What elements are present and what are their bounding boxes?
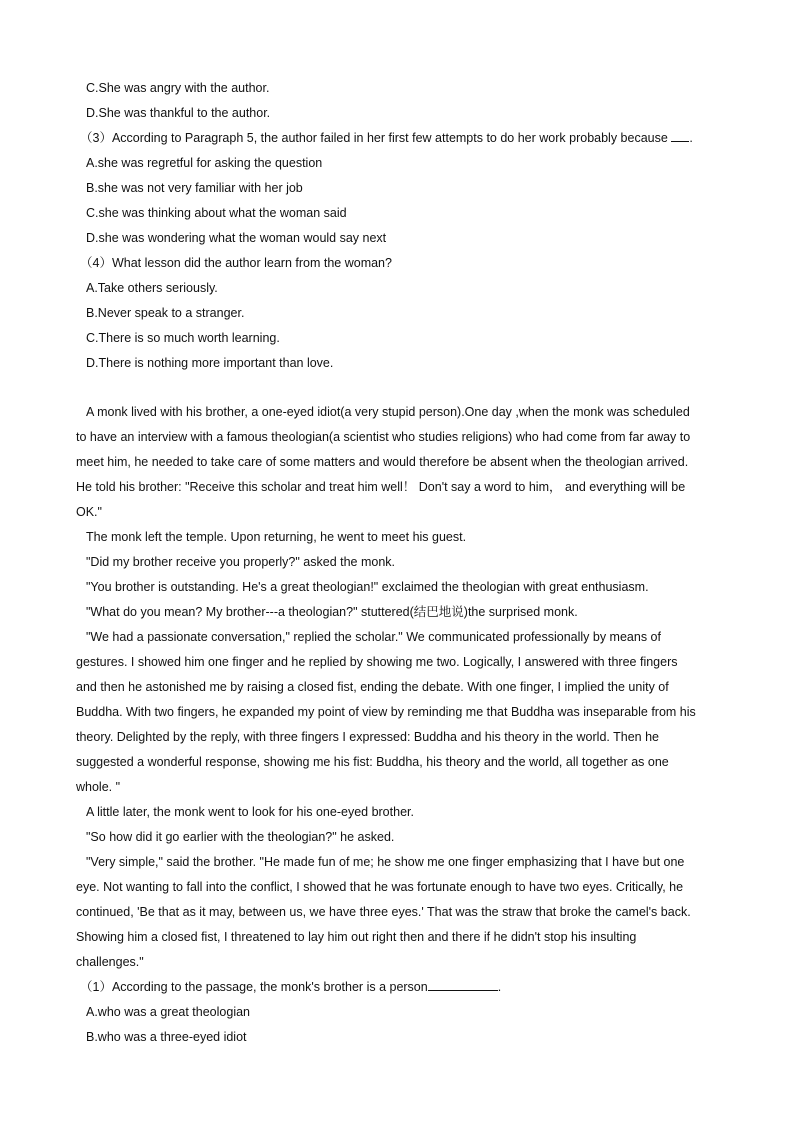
q3-option-b: B.she was not very familiar with her job [86,181,303,195]
q4-prompt: （4）What lesson did the author learn from the woman? [80,256,392,270]
q3-prompt-text: （3）According to Paragraph 5, the author failed in her first few attempts to do her work probably because [80,131,668,145]
q4-option-c: C.There is so much worth learning. [86,331,280,345]
q1-prompt-tail: . [497,980,502,994]
passage-line: A little later, the monk went to look for his one-eyed brother. [86,805,414,819]
passage-line: gestures. I showed him one finger and he replied by showing me two. Logically, I answered with three fingers [76,655,678,669]
passage-line: Buddha. With two fingers, he expanded my point of view by reminding me that Buddha was inseparable from his [76,705,696,719]
passage-line: OK." [76,505,102,519]
passage-line: "What do you mean? My brother---a theologian?" stuttered(结巴地说)the surprised monk. [86,605,578,619]
q4-option-a: A.Take others seriously. [86,281,218,295]
passage-line: "Did my brother receive you properly?" asked the monk. [86,555,396,569]
passage-line: "So how did it go earlier with the theologian?" he asked. [86,830,395,844]
passage-line: to have an interview with a famous theologian(a scientist who studies religions) who had come from far away to [76,430,691,444]
q3-option-d: D.she was wondering what the woman would say next [86,231,387,245]
q3-option-c: C.she was thinking about what the woman said [86,206,347,220]
passage-line: meet him, he needed to take care of some matters and would therefore be absent when the theologian arrived. [76,455,689,469]
q4-option-b: B.Never speak to a stranger. [86,306,245,320]
q2-option-d: D.She was thankful to the author. [86,106,271,120]
passage-line: "We had a passionate conversation," replied the scholar." We communicated professionally by means of [86,630,661,644]
passage-line: He told his brother: "Receive this scholar and treat him well！ Don't say a word to him， and everything will be [76,480,686,494]
q1-prompt [80,975,730,1000]
passage-line: and then he astonished me by raising a closed fist, ending the debate. With one finger, I implied the unity of [76,680,669,694]
passage-line: eye. Not wanting to fall into the conflict, I showed that he was fortunate enough to have two eyes. Critically, he [76,880,684,894]
q3-prompt [80,126,730,151]
passage-line: The monk left the temple. Upon returning, he went to meet his guest. [86,530,467,544]
q3-option-a: A.she was regretful for asking the question [86,156,323,170]
passage-line: A monk lived with his brother, a one-eyed idiot(a very stupid person).One day ,when the monk was scheduled [86,405,690,419]
q1-option-b: B.who was a three-eyed idiot [86,1030,247,1044]
q3-prompt-tail: . [689,131,693,145]
passage-line: challenges." [76,955,144,969]
answer-blank [428,976,498,991]
passage-line: continued, 'Be that as it may, between us, we have three eyes.' That was the straw that broke the camel's back. [76,905,691,919]
passage-line: Showing him a closed fist, I threatened to lay him out right then and there if he didn't stop his insulting [76,930,637,944]
passage-line: "You brother is outstanding. He's a great theologian!" exclaimed the theologian with great enthusiasm. [86,580,649,594]
q1-option-a: A.who was a great theologian [86,1005,250,1019]
passage-line: "Very simple," said the brother. "He made fun of me; he show me one finger emphasizing that I have but one [86,855,685,869]
q1-prompt-text: （1）According to the passage, the monk's brother is a person [80,980,428,994]
q2-option-c: C.She was angry with the author. [86,81,270,95]
passage-line: theory. Delighted by the reply, with three fingers I expressed: Buddha and his theory in the world. Then he [76,730,659,744]
passage-line: suggested a wonderful response, showing me his fist: Buddha, his theory and the world, all together as one [76,755,669,769]
answer-blank [671,127,689,142]
q4-option-d: D.There is nothing more important than love. [86,356,334,370]
passage-line: whole. " [76,780,121,794]
